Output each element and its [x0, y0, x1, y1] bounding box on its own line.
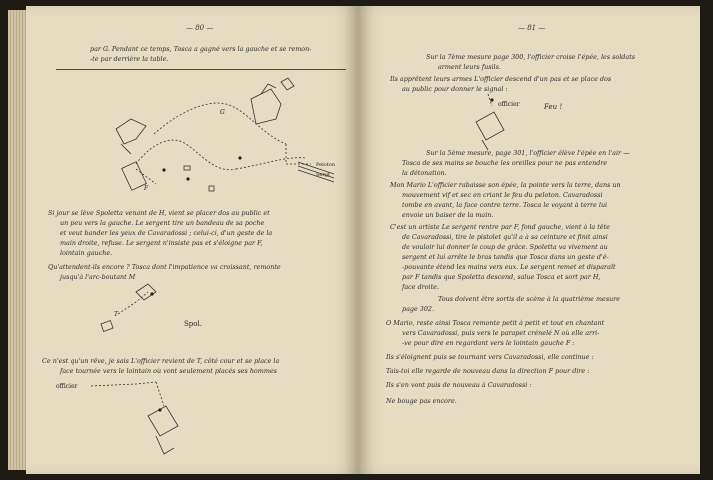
text-line: -pouvante étend les mains vers eux. Le sergent remet et disparaît [402, 263, 616, 271]
label-spol: Spol. [184, 320, 202, 328]
platform-shape [148, 406, 178, 436]
text-line: au public pour donner le signal : [402, 85, 508, 93]
text-line: Ne bouge pas encore. [386, 397, 457, 405]
label-sergent: Sergt [316, 172, 330, 178]
label-officier: officier [498, 101, 520, 108]
page-number: — 80 — [186, 24, 214, 32]
divider [56, 69, 346, 70]
left-page [26, 6, 358, 474]
text-line: Ils s'en vont puis de nouveau à Cavaradossi : [386, 381, 532, 389]
staging-diagram-right [458, 92, 578, 152]
table-shape [122, 162, 147, 191]
text-line: la détonation. [402, 169, 447, 177]
text-line: lointain gauche. [60, 249, 113, 257]
text-line: de Cavaradossi, tire le pistolet qu'il a à sa ceinture et finit ainsi [402, 233, 608, 241]
text-line: par G. Pendant ce temps, Tosca a gagné vers la gauche et se remon- [90, 45, 312, 53]
text-line: par F tandis que Spoletta descend, salue Tosca et sort par H, [402, 273, 601, 281]
text-line: envoie un baiser de la main. [402, 211, 494, 219]
text-line: Tosca de ses mains se bouche les oreilles pour ne pas entendre [402, 159, 608, 167]
page-number: — 81 — [518, 24, 546, 32]
text-line: et veut bander les yeux de Cavaradossi ; celui-ci, d'un geste de la [60, 229, 273, 237]
text-line: -ve pour dire en regardant vers le lointain gauche F : [402, 339, 575, 347]
staging-diagram-small [96, 282, 216, 352]
text-line: sergent et lui arrête le bras tandis que Tosca dans un geste d'é- [402, 253, 609, 261]
parapet-edge [121, 144, 131, 154]
platform-shape [251, 89, 281, 124]
text-line: Qu'attendent-ils encore ? Tosca dont l'impatience va croissant, remonte [48, 263, 281, 271]
text-line: mouvement vif et sec en criant le feu du peloton. Cavaradossi [402, 191, 603, 199]
path-officier [236, 158, 306, 169]
prop-marker [184, 166, 190, 170]
text-line: Feu ! [544, 103, 563, 111]
text-line: Sur la 5ème mesure, page 301, l'officier élève l'épée en l'air — [426, 149, 630, 157]
text-line: Ils apprêtent leurs armes L'officier descend d'un pas et se place dos [390, 75, 612, 83]
page-edges [8, 10, 26, 470]
text-line: tombe en avant, la face contre terre. Tosca le voyant à terre lui [402, 201, 608, 209]
label-g: G [220, 109, 225, 116]
text-line: un peu vers la gauche. Le sergent tire un bandeau de sa poche [60, 219, 265, 227]
label-officier: officier [56, 383, 78, 390]
text-line: Tous doivent être sortis de scène à la quatrième mesure [438, 295, 621, 303]
text-line: Tais-toi elle regarde de nouveau dans la direction F pour dire : [386, 367, 590, 375]
text-line: arment leurs fusils. [438, 63, 501, 71]
text-line: face droite. [402, 283, 439, 291]
parapet-shape [116, 119, 146, 144]
text-line: Ce n'est qu'un rêve, je sais L'officier revient de T, côté cour et se place la [42, 357, 280, 365]
text-line: Si jour se lève Spoletta venant de H, vient se placer dos au public et [48, 209, 270, 217]
label-peloton: Peloton [316, 162, 335, 168]
staging-diagram [76, 74, 356, 204]
text-line: jusqu'à l'arc-boutant M [60, 273, 136, 281]
text-line: Ils s'éloignent puis se tournant vers Cavaradossi, elle continue : [386, 353, 594, 361]
label-f: F [144, 185, 149, 192]
label-t: T [114, 311, 119, 318]
text-line: de vouloir lui donner le coup de grâce. Spoletta va vivement au [402, 243, 608, 251]
prop-marker [209, 186, 214, 191]
text-line: Mon Mario L'officier rabaisse son épée, la pointe vers la terre, dans un [390, 181, 621, 189]
platform-shape [476, 112, 504, 140]
text-line: Sur la 7ème mesure page 300, l'officier croise l'épée, les soldats [426, 53, 636, 61]
door-shape [281, 78, 294, 90]
right-page [358, 6, 700, 474]
text-line: vers Cavaradossi, puis vers le parapet crénelé N où elle arri- [402, 329, 600, 337]
text-line: -te par derrière la table. [90, 55, 169, 63]
staging-diagram-officier [56, 376, 226, 466]
path-spoletta [136, 140, 236, 170]
text-line: face tournée vers le lointain où vont seulement placés ses hommes [60, 367, 277, 375]
text-line: C'est un artiste Le sergent rentre par F, fond gauche, vient à la tête [390, 223, 610, 231]
text-line: page 302. [402, 305, 435, 313]
text-line: main droite, refuse. Le sergent n'insiste pas et s'éloigne par F, [60, 239, 263, 247]
text-line: O Mario, reste ainsi Tosca remonte petit à petit et tout en chantant [386, 319, 605, 327]
